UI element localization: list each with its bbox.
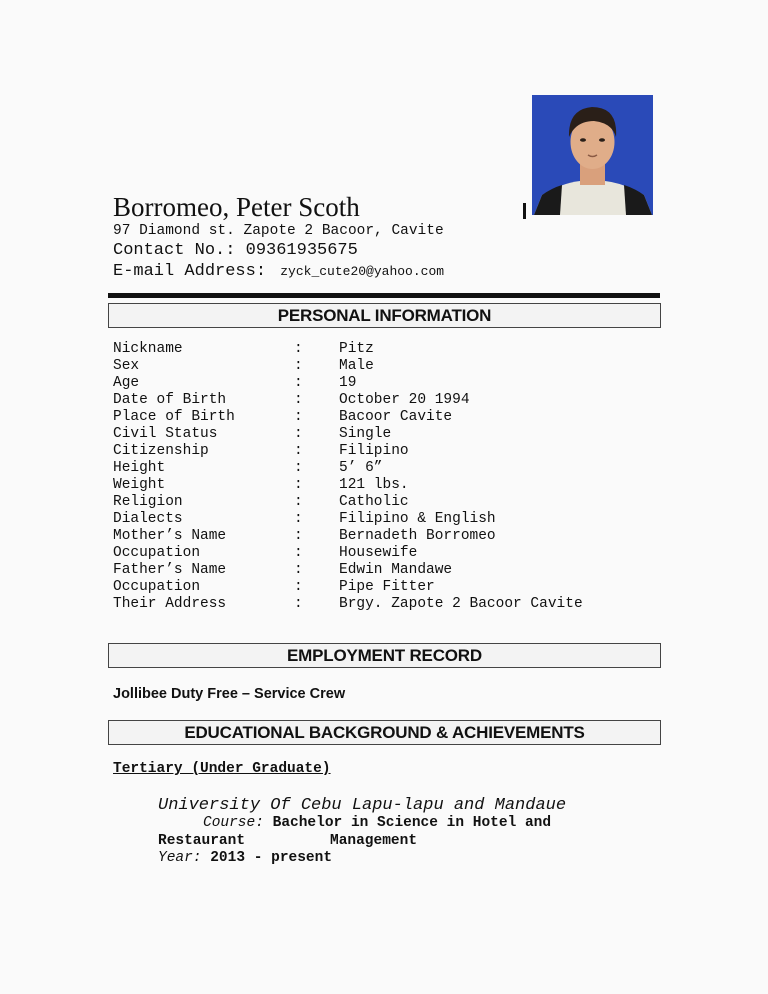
email-address: zyck_cute20@yahoo.com xyxy=(280,264,445,279)
info-label: Citizenship xyxy=(113,443,209,459)
info-value: Edwin Mandawe xyxy=(339,562,453,578)
info-label: Nickname xyxy=(113,341,183,357)
portrait-photo xyxy=(532,95,653,215)
course-continuation-right: Management xyxy=(330,833,418,849)
info-value: Bernadeth Borromeo xyxy=(339,528,496,544)
course-continuation-left: Restaurant xyxy=(158,833,246,849)
text-cursor-mark xyxy=(523,203,526,219)
info-separator: : xyxy=(294,545,303,561)
info-separator: : xyxy=(294,460,303,476)
info-value: Pipe Fitter xyxy=(339,579,435,595)
year-value: 2013 - present xyxy=(210,850,333,866)
year-label: Year: xyxy=(158,850,202,866)
info-label: Civil Status xyxy=(113,426,218,442)
course-value: Bachelor in Science in Hotel and xyxy=(272,815,552,831)
info-value: Filipino xyxy=(339,443,409,459)
info-label: Father’s Name xyxy=(113,562,227,578)
address-line: 97 Diamond st. Zapote 2 Bacoor, Cavite xyxy=(113,223,444,239)
info-separator: : xyxy=(294,426,303,442)
course-line-2 xyxy=(158,833,418,849)
info-separator: : xyxy=(294,579,303,595)
email-label: E-mail Address: xyxy=(113,262,267,281)
info-label: Weight xyxy=(113,477,166,493)
info-value: Catholic xyxy=(339,494,409,510)
applicant-name: Borromeo, Peter Scoth xyxy=(113,192,360,222)
email-line xyxy=(113,262,444,281)
section-personal-information: PERSONAL INFORMATION xyxy=(108,303,661,328)
education-level: Tertiary (Under Graduate) xyxy=(113,761,331,777)
section-educational-background: EDUCATIONAL BACKGROUND & ACHIEVEMENTS xyxy=(108,720,661,745)
info-value: 5’ 6” xyxy=(339,460,383,476)
info-label: Their Address xyxy=(113,596,227,612)
info-label: Age xyxy=(113,375,140,391)
info-value: Bacoor Cavite xyxy=(339,409,453,425)
info-value: October 20 1994 xyxy=(339,392,470,408)
info-value: Male xyxy=(339,358,374,374)
info-value: Single xyxy=(339,426,392,442)
header-divider xyxy=(108,293,660,298)
info-label: Date of Birth xyxy=(113,392,227,408)
info-separator: : xyxy=(294,494,303,510)
course-line xyxy=(158,815,551,831)
info-value: 121 lbs. xyxy=(339,477,409,493)
info-label: Religion xyxy=(113,494,183,510)
info-value: Pitz xyxy=(339,341,374,357)
school-name: University Of Cebu Lapu-lapu and Mandaue xyxy=(158,796,567,815)
employment-entry: Jollibee Duty Free – Service Crew xyxy=(113,686,346,702)
section-employment-record: EMPLOYMENT RECORD xyxy=(108,643,661,668)
year-line xyxy=(158,850,332,866)
info-label: Place of Birth xyxy=(113,409,235,425)
info-label: Dialects xyxy=(113,511,183,527)
course-label: Course: xyxy=(203,815,264,831)
info-separator: : xyxy=(294,528,303,544)
info-label: Sex xyxy=(113,358,140,374)
info-label: Occupation xyxy=(113,545,201,561)
info-value: Brgy. Zapote 2 Bacoor Cavite xyxy=(339,596,583,612)
info-value: Housewife xyxy=(339,545,418,561)
info-separator: : xyxy=(294,443,303,459)
info-separator: : xyxy=(294,562,303,578)
info-separator: : xyxy=(294,358,303,374)
info-label: Mother’s Name xyxy=(113,528,227,544)
info-label: Occupation xyxy=(113,579,201,595)
info-separator: : xyxy=(294,596,303,612)
info-separator: : xyxy=(294,375,303,391)
info-value: 19 xyxy=(339,375,357,391)
info-label: Height xyxy=(113,460,166,476)
info-separator: : xyxy=(294,477,303,493)
info-separator: : xyxy=(294,341,303,357)
info-separator: : xyxy=(294,392,303,408)
info-separator: : xyxy=(294,511,303,527)
contact-number: Contact No.: 09361935675 xyxy=(113,241,358,260)
info-value: Filipino & English xyxy=(339,511,496,527)
info-separator: : xyxy=(294,409,303,425)
